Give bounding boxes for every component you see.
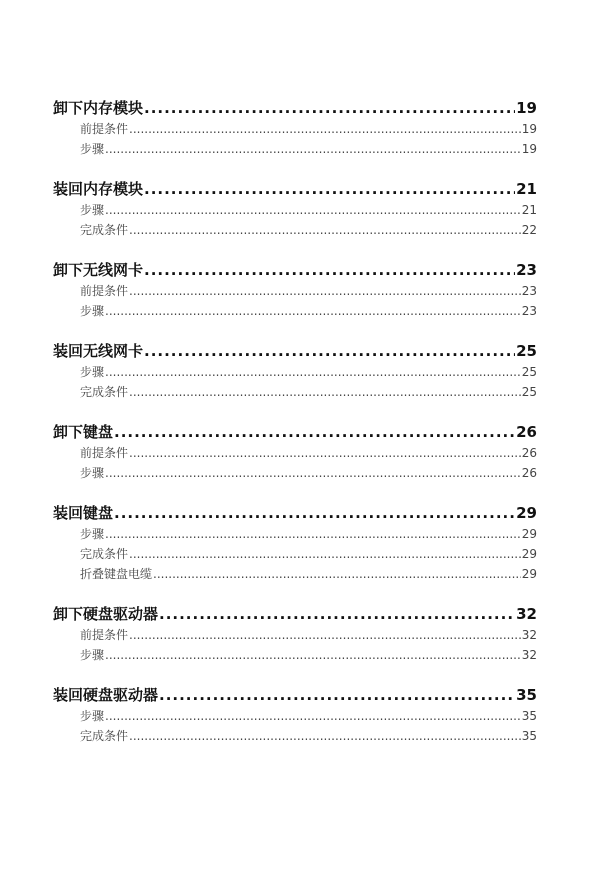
toc-heading-title: 卸下硬盘驱动器 xyxy=(53,605,159,623)
toc-subentry-page: 23 xyxy=(521,304,537,318)
toc-leader-dots xyxy=(129,544,521,564)
toc-subentry-title: 折叠键盘电缆 xyxy=(80,567,153,581)
toc-subentry-page: 25 xyxy=(521,365,537,379)
toc-subentry[interactable] xyxy=(53,281,537,301)
toc-subentry-page: 26 xyxy=(521,466,537,480)
toc-heading-title: 卸下键盘 xyxy=(53,423,114,441)
toc-leader-dots xyxy=(105,139,521,159)
toc-section xyxy=(53,340,537,402)
toc-subentry[interactable] xyxy=(53,139,537,159)
toc-heading-entry[interactable] xyxy=(53,421,537,443)
toc-leader-dots xyxy=(144,178,515,200)
toc-heading-page: 23 xyxy=(516,261,537,279)
toc-section xyxy=(53,684,537,746)
toc-subentry-title: 步骤 xyxy=(80,648,105,662)
toc-subentry-title: 前提条件 xyxy=(80,628,129,642)
toc-subentry[interactable] xyxy=(53,301,537,321)
toc-subentry-title: 步骤 xyxy=(80,466,105,480)
toc-subentry[interactable] xyxy=(53,119,537,139)
toc-subentry[interactable] xyxy=(53,524,537,544)
toc-leader-dots xyxy=(129,625,521,645)
toc-subentry-title: 前提条件 xyxy=(80,284,129,298)
toc-heading-title: 装回硬盘驱动器 xyxy=(53,686,159,704)
toc-subentry-title: 前提条件 xyxy=(80,122,129,136)
toc-leader-dots xyxy=(144,340,515,362)
toc-subentry[interactable] xyxy=(53,382,537,402)
toc-subentry[interactable] xyxy=(53,200,537,220)
toc-heading-page: 32 xyxy=(516,605,537,623)
table-of-contents xyxy=(53,97,537,765)
toc-subentry[interactable] xyxy=(53,726,537,746)
toc-heading-title: 卸下内存模块 xyxy=(53,99,144,117)
toc-leader-dots xyxy=(144,97,515,119)
toc-subentry[interactable] xyxy=(53,544,537,564)
toc-subentry-page: 32 xyxy=(521,648,537,662)
toc-subentry-page: 22 xyxy=(521,223,537,237)
toc-subentry-title: 完成条件 xyxy=(80,729,129,743)
toc-leader-dots xyxy=(114,421,515,443)
toc-leader-dots xyxy=(129,119,521,139)
toc-subentry[interactable] xyxy=(53,362,537,382)
toc-heading-page: 26 xyxy=(516,423,537,441)
toc-section xyxy=(53,421,537,483)
toc-leader-dots xyxy=(129,281,521,301)
toc-leader-dots xyxy=(129,443,521,463)
toc-section xyxy=(53,178,537,240)
toc-subentry-title: 步骤 xyxy=(80,365,105,379)
toc-subentry-page: 19 xyxy=(521,142,537,156)
toc-subentry-page: 35 xyxy=(521,709,537,723)
toc-subentry[interactable] xyxy=(53,564,537,584)
toc-subentry-title: 步骤 xyxy=(80,527,105,541)
toc-subentry-title: 步骤 xyxy=(80,709,105,723)
toc-leader-dots xyxy=(105,463,521,483)
toc-subentry[interactable] xyxy=(53,645,537,665)
toc-heading-entry[interactable] xyxy=(53,259,537,281)
toc-section xyxy=(53,97,537,159)
toc-section xyxy=(53,259,537,321)
toc-heading-page: 19 xyxy=(516,99,537,117)
toc-heading-page: 21 xyxy=(516,180,537,198)
toc-subentry-page: 29 xyxy=(521,567,537,581)
toc-subentry-page: 26 xyxy=(521,446,537,460)
toc-leader-dots xyxy=(114,502,515,524)
toc-heading-title: 装回键盘 xyxy=(53,504,114,522)
toc-subentry-title: 步骤 xyxy=(80,142,105,156)
toc-heading-title: 装回内存模块 xyxy=(53,180,144,198)
toc-leader-dots xyxy=(105,645,521,665)
toc-leader-dots xyxy=(153,564,521,584)
toc-subentry-page: 25 xyxy=(521,385,537,399)
toc-heading-page: 25 xyxy=(516,342,537,360)
toc-leader-dots xyxy=(129,220,521,240)
toc-subentry-title: 前提条件 xyxy=(80,446,129,460)
toc-heading-entry[interactable] xyxy=(53,502,537,524)
toc-leader-dots xyxy=(105,706,521,726)
toc-subentry-page: 23 xyxy=(521,284,537,298)
toc-subentry[interactable] xyxy=(53,463,537,483)
toc-heading-entry[interactable] xyxy=(53,340,537,362)
toc-subentry[interactable] xyxy=(53,625,537,645)
toc-subentry[interactable] xyxy=(53,220,537,240)
toc-subentry[interactable] xyxy=(53,706,537,726)
toc-subentry-title: 步骤 xyxy=(80,304,105,318)
toc-leader-dots xyxy=(159,684,515,706)
toc-leader-dots xyxy=(105,524,521,544)
toc-heading-entry[interactable] xyxy=(53,603,537,625)
toc-subentry-title: 完成条件 xyxy=(80,385,129,399)
toc-heading-entry[interactable] xyxy=(53,97,537,119)
toc-leader-dots xyxy=(159,603,515,625)
toc-heading-title: 卸下无线网卡 xyxy=(53,261,144,279)
toc-leader-dots xyxy=(129,726,521,746)
toc-subentry-page: 19 xyxy=(521,122,537,136)
toc-leader-dots xyxy=(144,259,515,281)
toc-leader-dots xyxy=(105,301,521,321)
toc-subentry-page: 29 xyxy=(521,547,537,561)
toc-subentry[interactable] xyxy=(53,443,537,463)
toc-subentry-page: 35 xyxy=(521,729,537,743)
toc-heading-entry[interactable] xyxy=(53,178,537,200)
toc-heading-title: 装回无线网卡 xyxy=(53,342,144,360)
toc-heading-entry[interactable] xyxy=(53,684,537,706)
toc-leader-dots xyxy=(105,200,521,220)
toc-leader-dots xyxy=(129,382,521,402)
toc-subentry-page: 21 xyxy=(521,203,537,217)
toc-subentry-title: 步骤 xyxy=(80,203,105,217)
toc-subentry-page: 29 xyxy=(521,527,537,541)
toc-leader-dots xyxy=(105,362,521,382)
toc-section xyxy=(53,502,537,584)
toc-subentry-title: 完成条件 xyxy=(80,223,129,237)
toc-heading-page: 29 xyxy=(516,504,537,522)
toc-subentry-title: 完成条件 xyxy=(80,547,129,561)
toc-section xyxy=(53,603,537,665)
toc-heading-page: 35 xyxy=(516,686,537,704)
toc-subentry-page: 32 xyxy=(521,628,537,642)
